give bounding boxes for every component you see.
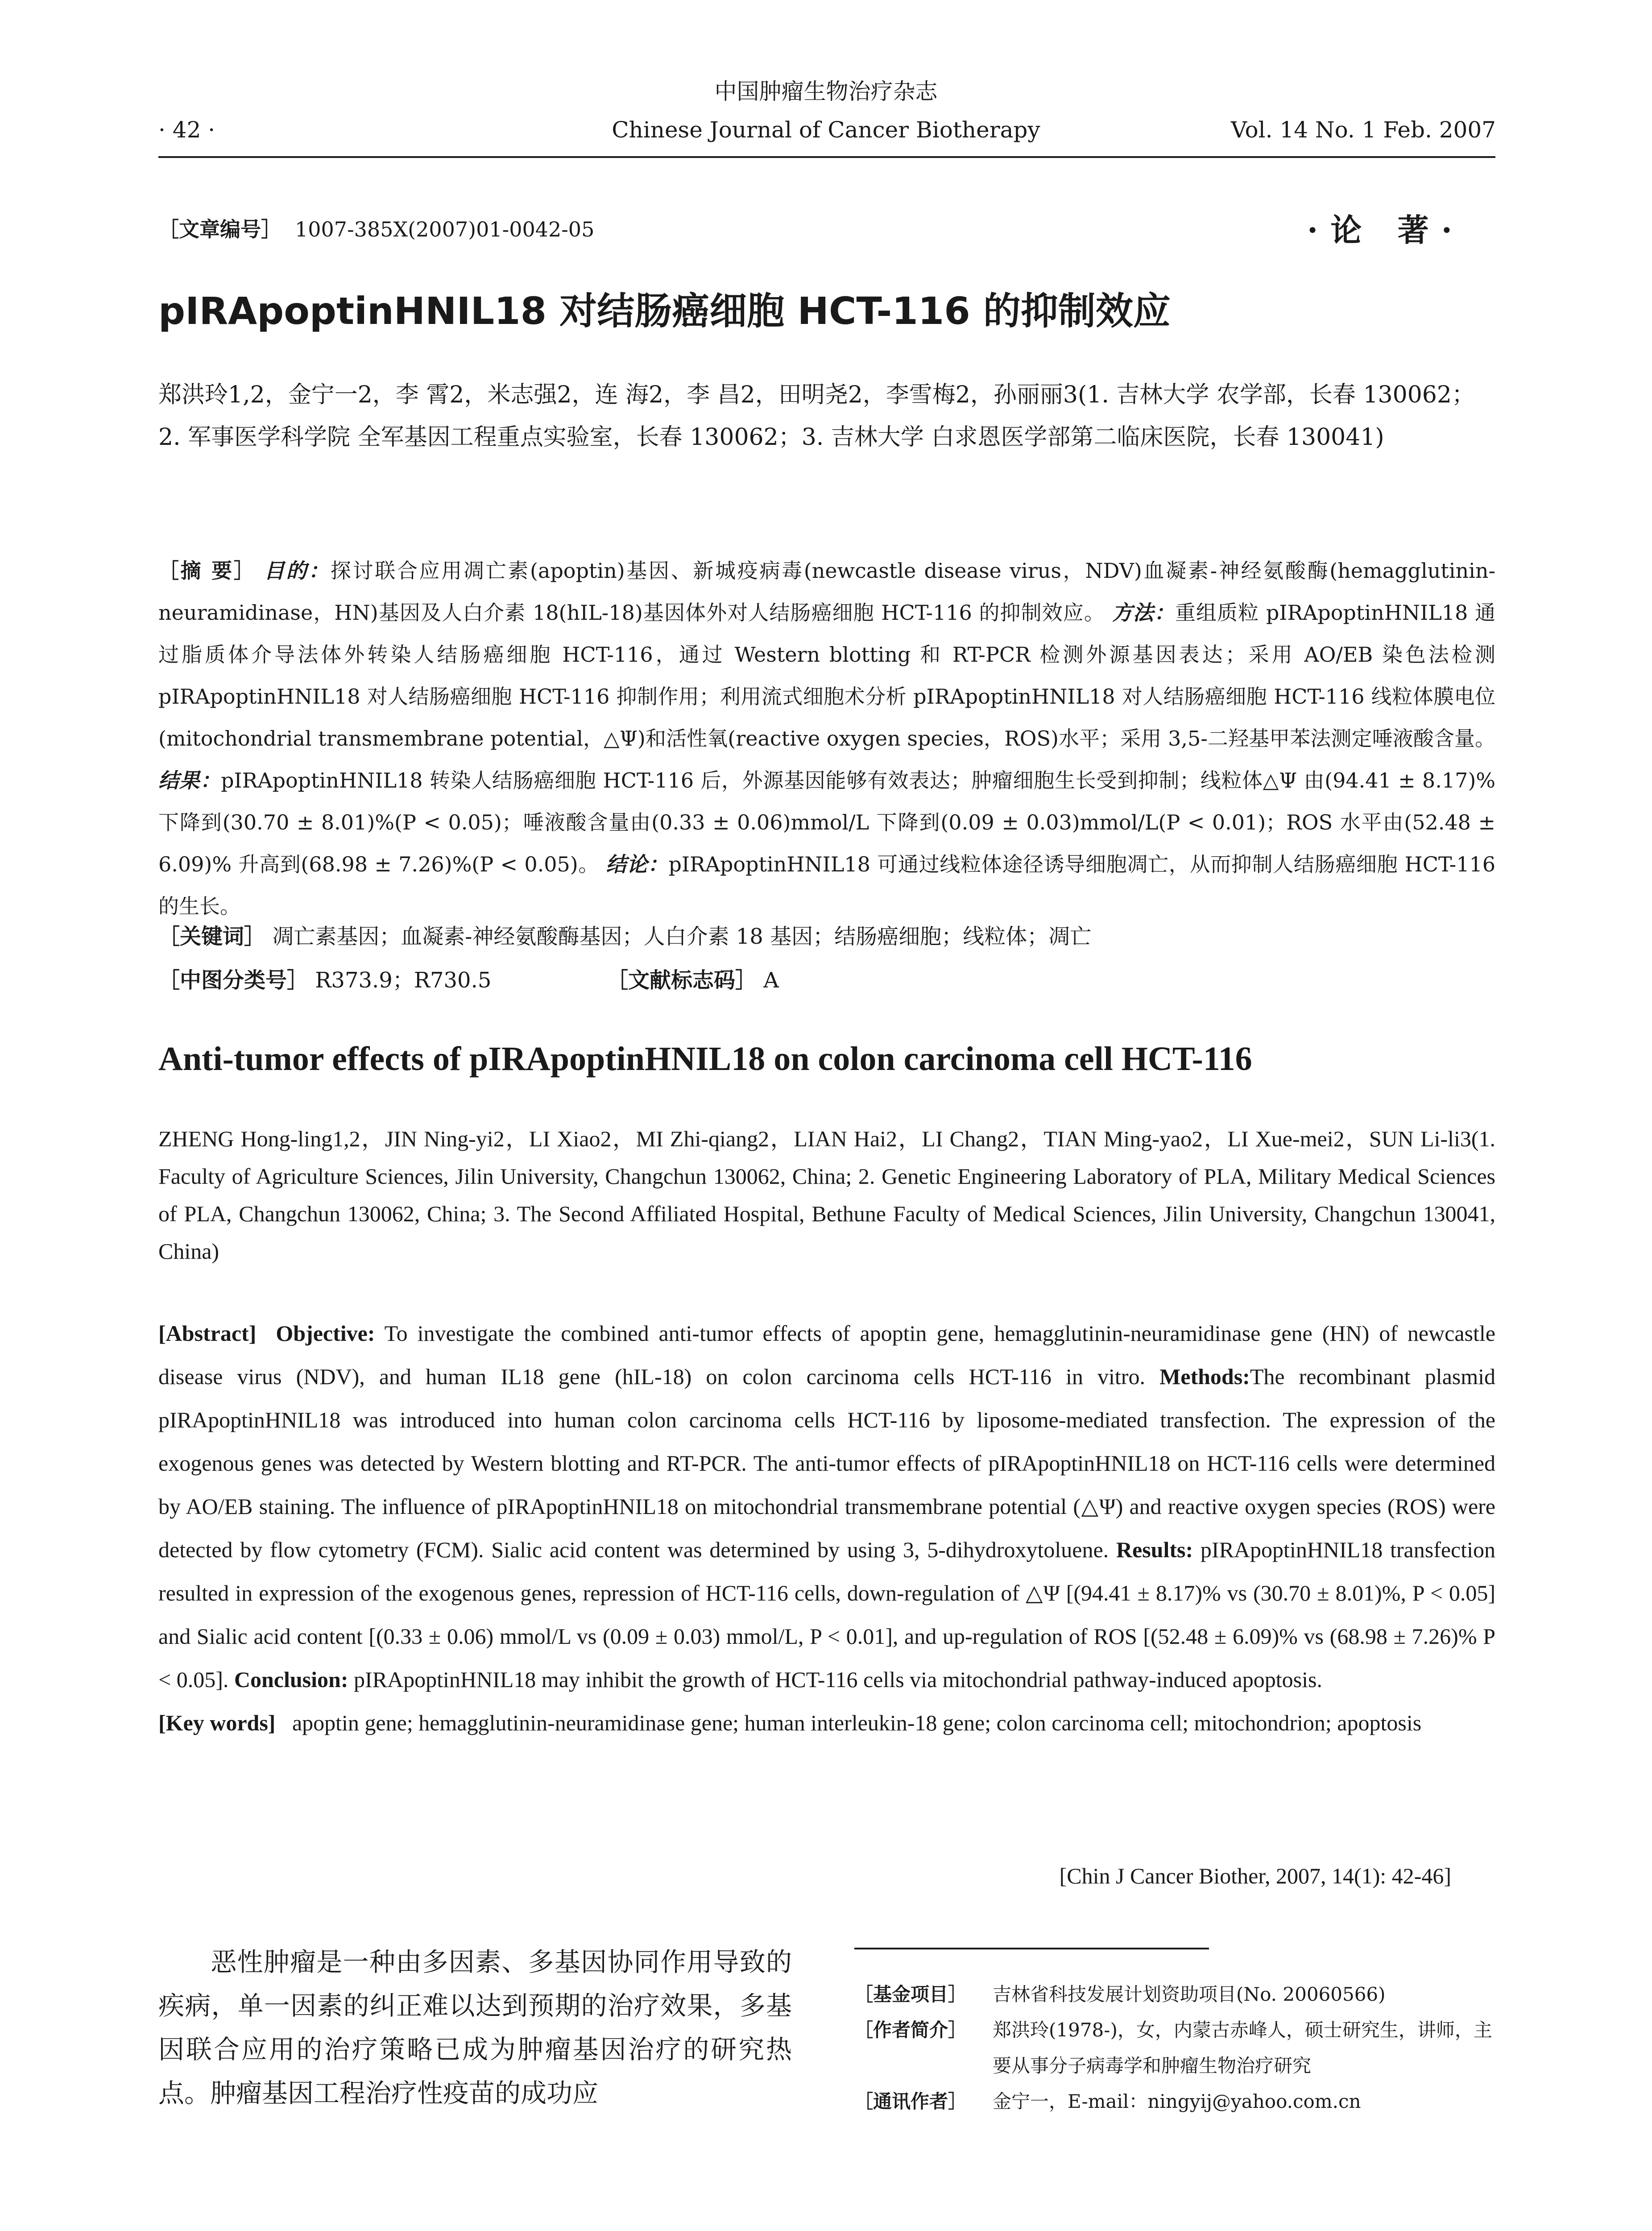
page-number: · 42 ·: [158, 117, 215, 143]
abstract-en: [158, 1312, 1495, 1745]
abstract-cn-conclusion-label: 结论：: [606, 852, 669, 876]
abstract-cn-conclusion: pIRApoptinHNIL18 可通过线粒体途径诱导细胞凋亡，从而抑制人结肠癌细胞 HCT-116 的生长。: [158, 852, 1495, 918]
volume-issue: Vol. 14 No. 1 Feb. 2007: [1231, 117, 1496, 143]
footnote-label: ［作者简介］: [854, 2019, 967, 2041]
abstract-cn-results: pIRApoptinHNIL18 转染人结肠癌细胞 HCT-116 后，外源基因能够有效表达；肿瘤细胞生长受到抑制；线粒体△Ψ 由(94.41 ± 8.17)% 下降到(30.70 ± 8.01)%(P < 0.05)；唾液酸含量由(0.33 ± 0.06)mmol/L 下降到(0.09 ± 0.03)mmol/L(P < 0.01)；ROS 水平由(52.48 ± 6.09)% 升高到(68.98 ± 7.26)%(P < 0.05)。: [158, 768, 1496, 876]
abstract-en-results-label: Results:: [1116, 1537, 1193, 1562]
footnote-text: 金宁一，E-mail：ningyij@yahoo.com.cn: [993, 2090, 1361, 2112]
keywords-cn-text: 凋亡素基因；血凝素-神经氨酸酶基因；人白介素 18 基因；结肠癌细胞；线粒体；凋亡: [272, 924, 1092, 949]
footnote-label: ［基金项目］: [854, 1983, 967, 2005]
article-number: [158, 213, 594, 243]
abstract-en-methods: The recombinant plasmid pIRApoptinHNIL18 was introduced into human colon carcinoma cells HCT-116 by liposome-mediated transfection. The expression of the exogenous genes was detected by Western blotting and RT-PCR. The anti-tumor effects of pIRApoptinHNIL18 on HCT-116 cells were determined by AO/EB staining. The influence of pIRApoptinHNIL18 on mitochondrial transmembrane potential (△Ψ) and reactive oxygen species (ROS) were detected by flow cytometry (FCM). Sialic acid content was determined by using 3, 5-dihydroxytoluene.: [158, 1364, 1496, 1562]
document-code: [607, 963, 779, 994]
abstract-en-results: pIRApoptinHNIL18 transfection resulted in expression of the exogenous genes, repression of HCT-116 cells, down-regulation of △Ψ [(94.41 ± 8.17)% vs (30.70 ± 8.01)%, P < 0.05] and Sialic acid content [(0.33 ± 0.06) mmol/L vs (0.09 ± 0.03) mmol/L, P < 0.01], and up-regulation of ROS [(52.48 ± 6.09)% vs (68.98 ± 7.26)% P < 0.05].: [158, 1537, 1496, 1692]
classification-number: [158, 963, 491, 994]
abstract-en-objective: To investigate the combined anti-tumor effects of apoptin gene, hemagglutinin-neuramidinase gene (HN) of newcastle disease virus (NDV), and human IL18 gene (hIL-18) on colon carcinoma cells HCT-116 in vitro.: [158, 1321, 1495, 1389]
citation: [Chin J Cancer Biother, 2007, 14(1): 42-46]: [1059, 1863, 1451, 1888]
section-tag: ·论 著·: [1307, 211, 1465, 249]
document-code-label: ［文献标志码］: [607, 968, 757, 993]
classification-label: ［中图分类号］: [158, 968, 309, 993]
footnote-rule: [854, 1948, 1209, 1949]
title-en: Anti-tumor effects of pIRApoptinHNIL18 on colon carcinoma cell HCT-116: [158, 1040, 1252, 1078]
footnotes: [854, 1977, 1506, 2119]
abstract-cn-objective: 探讨联合应用凋亡素(apoptin)基因、新城疫病毒(newcastle disease virus，NDV)血凝素-神经氨酸酶(hemagglutinin-neuramidinase，HN)基因及人白介素 18(hIL-18)基因体外对人结肠癌细胞 HCT-116 的抑制效应。: [158, 559, 1496, 625]
footnote-author-bio: [854, 2012, 1506, 2084]
keywords-en-label: [Key words]: [158, 1710, 276, 1735]
article-number-label: ［文章编号］: [158, 217, 282, 241]
body-text: [158, 1940, 792, 2115]
footnote-text: 郑洪玲(1978-)，女，内蒙古赤峰人，硕士研究生，讲师，主要从事分子病毒学和肿瘤生物治疗研究: [993, 2019, 1492, 2077]
abstract-cn-objective-label: 目的：: [264, 559, 331, 583]
footnote-funding: [854, 1977, 1506, 2012]
article-number-value: 1007-385X(2007)01-0042-05: [295, 217, 595, 241]
abstract-cn-methods: 重组质粒 pIRApoptinHNIL18 通过脂质体介导法体外转染人结肠癌细胞 HCT-116，通过 Western blotting 和 RT-PCR 检测外源基因表达；采用 AO/EB 染色法检测 pIRApoptinHNIL18 对人结肠癌细胞 HCT-116 抑制作用；利用流式细胞术分析 pIRApoptinHNIL18 对人结肠癌细胞 HCT-116 线粒体膜电位(mitochondrial transmembrane potential，△Ψ)和活性氧(reactive oxygen species，ROS)水平；采用 3,5-二羟基甲苯法测定唾液酸含量。: [158, 601, 1496, 751]
keywords-cn-label: ［关键词］: [158, 924, 266, 949]
title-cn: pIRApoptinHNIL18 对结肠癌细胞 HCT-116 的抑制效应: [158, 289, 1171, 333]
authors-en: ZHENG Hong-ling1,2，JIN Ning-yi2，LI Xiao2，MI Zhi-qiang2，LIAN Hai2，LI Chang2，TIAN Ming-yao2，LI Xue-mei2，SUN Li-li3(1. Faculty of Agriculture Sciences, Jilin University, Changchun 130062, China; 2. Genetic Engineering Laboratory of PLA, Military Medical Sciences of PLA, Changchun 130062, China; 3. The Second Affiliated Hospital, Bethune Faculty of Medical Sciences, Jilin University, Changchun 130041, China): [158, 1126, 1495, 1264]
footnote-text: 吉林省科技发展计划资助项目(No. 20060566): [993, 1983, 1386, 2005]
header-rule: [158, 156, 1495, 158]
body-paragraph: 恶性肿瘤是一种由多因素、多基因协同作用导致的疾病，单一因素的纠正难以达到预期的治疗效果，多基因联合应用的治疗策略已成为肿瘤基因治疗的研究热点。肿瘤基因工程治疗性疫苗的成功应: [158, 1947, 792, 2108]
abstract-en-objective-label: Objective:: [276, 1321, 375, 1346]
keywords-en-text: apoptin gene; hemagglutinin-neuramidinase gene; human interleukin-18 gene; colon carcinoma cell; mitochondrion; apoptosis: [292, 1710, 1422, 1735]
abstract-cn-label: ［摘 要］: [158, 559, 256, 583]
abstract-cn: [158, 550, 1495, 927]
footnote-correspondence: [854, 2084, 1506, 2119]
keywords-cn: [158, 919, 1495, 950]
authors-cn: 郑洪玲1,2，金宁一2，李 霄2，米志强2，连 海2，李 昌2，田明尧2，李雪梅2，孙丽丽3(1. 吉林大学 农学部，长春 130062；2. 军事医学科学院 全军基因工程重点实验室，长春 130062；3. 吉林大学 白求恩医学部第二临床医院，长春 130041): [158, 382, 1475, 451]
running-header-journal-cn: 中国肿瘤生物治疗杂志: [714, 79, 938, 104]
abstract-en-label: [Abstract]: [158, 1321, 257, 1346]
abstract-en-conclusion: pIRApoptinHNIL18 may inhibit the growth of HCT-116 cells via mitochondrial pathway-induced apoptosis.: [353, 1667, 1322, 1692]
abstract-cn-results-label: 结果：: [158, 768, 221, 792]
document-code-value: A: [763, 968, 779, 993]
abstract-cn-methods-label: 方法：: [1112, 601, 1175, 625]
classification-value: R373.9；R730.5: [315, 968, 492, 993]
footnote-label: ［通讯作者］: [854, 2090, 967, 2112]
abstract-en-methods-label: Methods:: [1159, 1364, 1250, 1389]
running-header-journal-en: Chinese Journal of Cancer Biotherapy: [612, 117, 1040, 143]
abstract-en-conclusion-label: Conclusion:: [234, 1667, 348, 1692]
